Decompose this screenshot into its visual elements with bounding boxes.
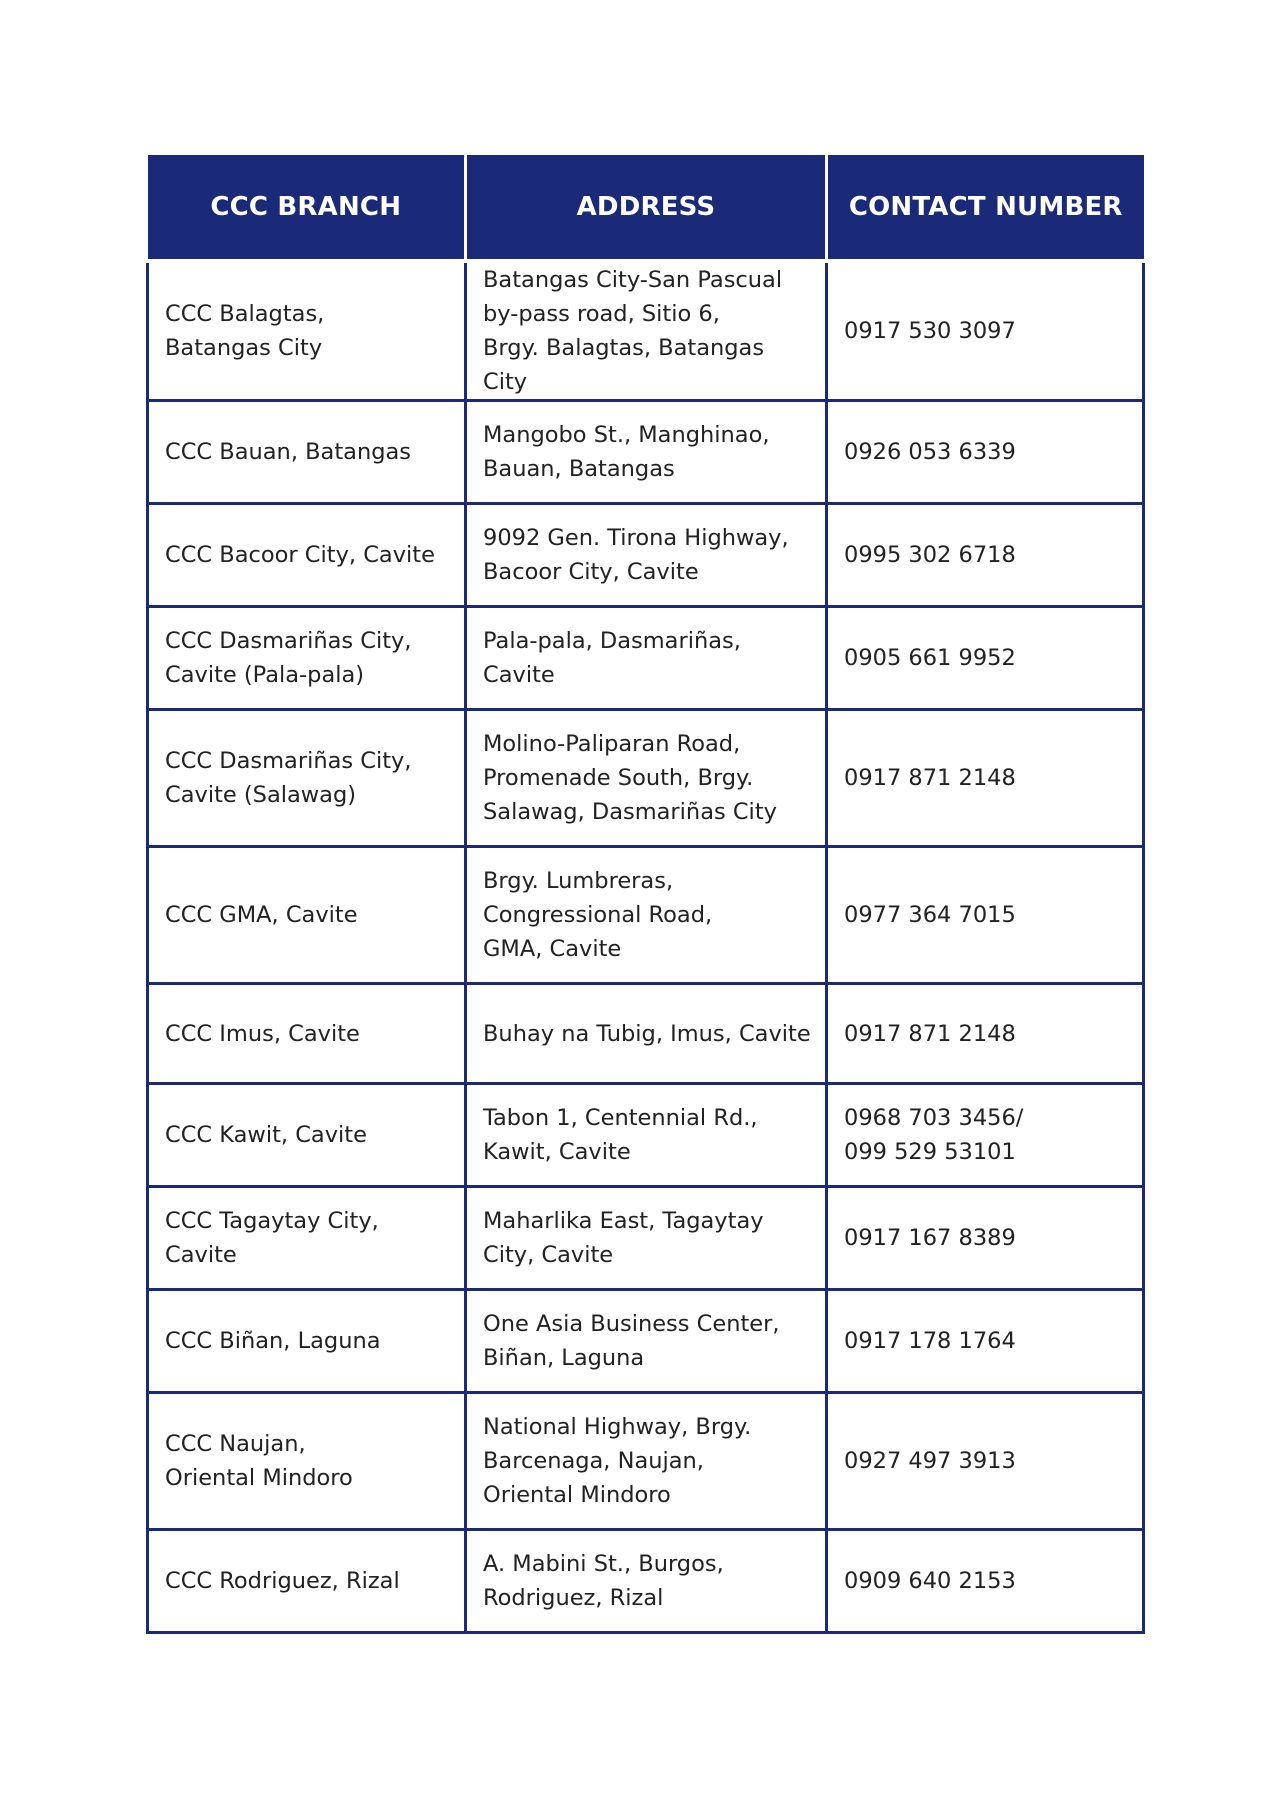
address-cell: Molino-Paliparan Road, Promenade South, Brgy. Salawag, Dasmariñas City xyxy=(466,710,827,847)
branch-cell: CCC Tagaytay City, Cavite xyxy=(148,1187,466,1290)
table-row xyxy=(148,504,1144,607)
address-cell: Tabon 1, Centennial Rd., Kawit, Cavite xyxy=(466,1084,827,1187)
contact-cell: 0917 871 2148 xyxy=(827,984,1144,1084)
address-cell: Buhay na Tubig, Imus, Cavite xyxy=(466,984,827,1084)
address-cell: Maharlika East, Tagaytay City, Cavite xyxy=(466,1187,827,1290)
table-row xyxy=(148,1530,1144,1633)
address-cell: Mangobo St., Manghinao, Bauan, Batangas xyxy=(466,401,827,504)
branch-table xyxy=(146,155,1145,1634)
header-branch: CCC BRANCH xyxy=(148,155,466,261)
branch-cell: CCC Naujan, Oriental Mindoro xyxy=(148,1393,466,1530)
table-row xyxy=(148,401,1144,504)
table-row xyxy=(148,1290,1144,1393)
contact-cell: 0917 167 8389 xyxy=(827,1187,1144,1290)
branch-cell: CCC Rodriguez, Rizal xyxy=(148,1530,466,1633)
address-cell: Brgy. Lumbreras, Congressional Road, GMA, Cavite xyxy=(466,847,827,984)
table-row xyxy=(148,607,1144,710)
table-row xyxy=(148,261,1144,401)
address-cell: A. Mabini St., Burgos, Rodriguez, Rizal xyxy=(466,1530,827,1633)
branch-cell: CCC Balagtas, Batangas City xyxy=(148,261,466,401)
table-row xyxy=(148,1393,1144,1530)
contact-cell: 0995 302 6718 xyxy=(827,504,1144,607)
branch-cell: CCC Kawit, Cavite xyxy=(148,1084,466,1187)
branch-cell: CCC Imus, Cavite xyxy=(148,984,466,1084)
contact-cell: 0917 178 1764 xyxy=(827,1290,1144,1393)
contact-cell: 0909 640 2153 xyxy=(827,1530,1144,1633)
header-address: ADDRESS xyxy=(466,155,827,261)
address-cell: Batangas City-San Pascual by-pass road, Sitio 6, Brgy. Balagtas, Batangas City xyxy=(466,261,827,401)
address-cell: National Highway, Brgy. Barcenaga, Naujan, Oriental Mindoro xyxy=(466,1393,827,1530)
branch-table-container xyxy=(146,155,1142,1634)
table-header xyxy=(148,155,1144,261)
branch-cell: CCC Biñan, Laguna xyxy=(148,1290,466,1393)
contact-cell: 0926 053 6339 xyxy=(827,401,1144,504)
table-row xyxy=(148,710,1144,847)
branch-cell: CCC Dasmariñas City, Cavite (Pala-pala) xyxy=(148,607,466,710)
contact-cell: 0917 530 3097 xyxy=(827,261,1144,401)
header-contact: CONTACT NUMBER xyxy=(827,155,1144,261)
table-row xyxy=(148,1084,1144,1187)
table-row xyxy=(148,984,1144,1084)
branch-cell: CCC GMA, Cavite xyxy=(148,847,466,984)
address-cell: 9092 Gen. Tirona Highway, Bacoor City, Cavite xyxy=(466,504,827,607)
address-cell: Pala-pala, Dasmariñas, Cavite xyxy=(466,607,827,710)
contact-cell: 0977 364 7015 xyxy=(827,847,1144,984)
header-row xyxy=(148,155,1144,261)
contact-cell: 0968 703 3456/ 099 529 53101 xyxy=(827,1084,1144,1187)
address-cell: One Asia Business Center, Biñan, Laguna xyxy=(466,1290,827,1393)
contact-cell: 0917 871 2148 xyxy=(827,710,1144,847)
branch-cell: CCC Dasmariñas City, Cavite (Salawag) xyxy=(148,710,466,847)
table-row xyxy=(148,847,1144,984)
branch-cell: CCC Bacoor City, Cavite xyxy=(148,504,466,607)
table-row xyxy=(148,1187,1144,1290)
contact-cell: 0927 497 3913 xyxy=(827,1393,1144,1530)
branch-cell: CCC Bauan, Batangas xyxy=(148,401,466,504)
table-body xyxy=(148,261,1144,1633)
contact-cell: 0905 661 9952 xyxy=(827,607,1144,710)
